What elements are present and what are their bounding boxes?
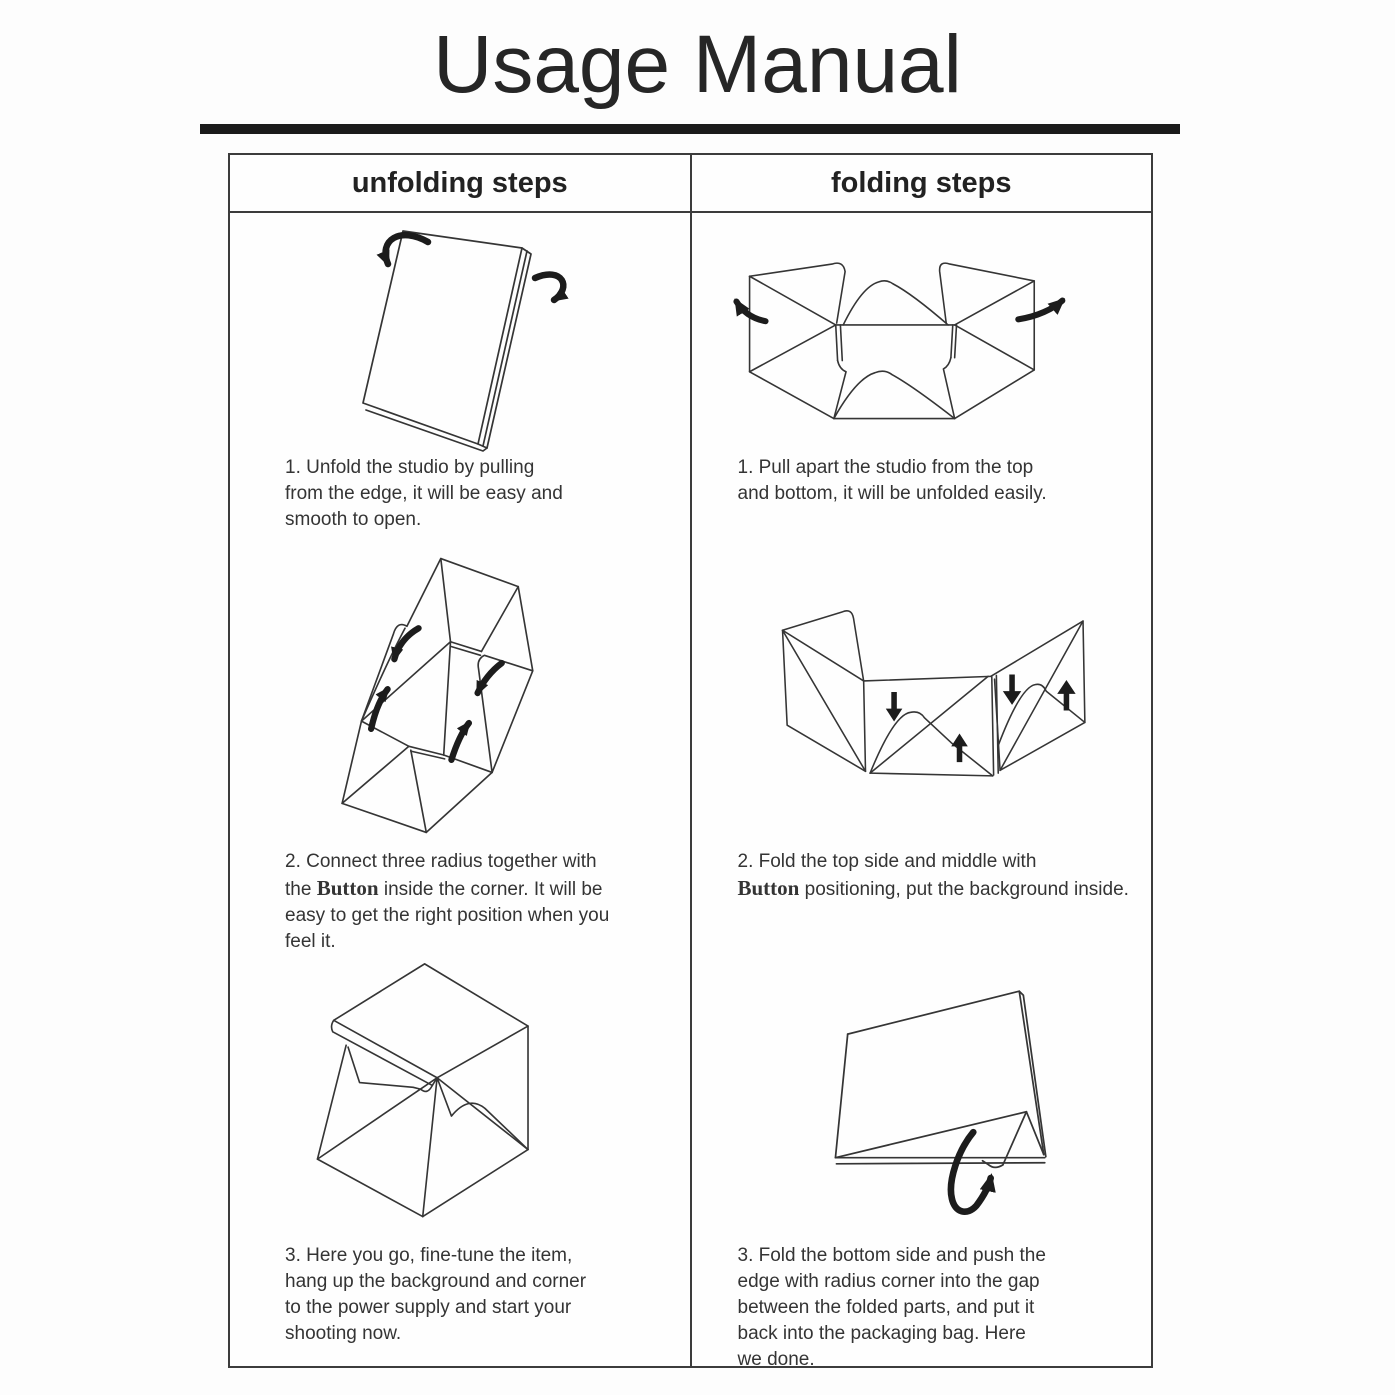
unfolding-step-2-caption: 2. Connect three radius together with the Button inside the corner. It will be easy to get the right position when you feel it. [285, 851, 610, 952]
column-header-unfolding: unfolding steps [230, 155, 692, 211]
folding-step-3-caption: 3. Fold the bottom side and push the edge with radius corner into the gap between the folded parts, and put it back into the packaging bag. Here we done. [737, 1245, 1046, 1370]
folding-step-1-caption: 1. Pull apart the studio from the top and bottom, it will be unfolded easily. [737, 457, 1047, 504]
half-unfolded-studio-with-four-curl-arrows [325, 545, 605, 845]
page-title: Usage Manual [433, 19, 962, 110]
column-header-folding: folding steps [831, 166, 1012, 199]
folding-step-2-caption: 2. Fold the top side and middle with Button positioning, put the background inside. [737, 851, 1129, 900]
table-body [230, 213, 1151, 1370]
assembled-studio-cube [300, 961, 578, 1229]
partially-folded-studio-with-fold-arrows [730, 598, 1154, 810]
folded-flat-studio-with-curl-arrows [330, 226, 570, 461]
unfolding-column [230, 213, 692, 1366]
unfolding-step-1-caption: 1. Unfold the studio by pulling from the edge, it will be easy and smooth to open. [285, 457, 563, 530]
table-header-row [230, 155, 1151, 213]
flat-unfolded-studio-with-pull-arrows [714, 251, 1126, 456]
title-divider-bar [200, 124, 1180, 134]
folded-flat-studio-with-tuck-arrow [817, 981, 1052, 1221]
usage-steps-table [228, 153, 1153, 1368]
folding-column [692, 213, 1152, 1370]
unfolding-step-3-caption: 3. Here you go, fine-tune the item, hang up the background and corner to the power supply and start your shooting now. [285, 1245, 587, 1344]
